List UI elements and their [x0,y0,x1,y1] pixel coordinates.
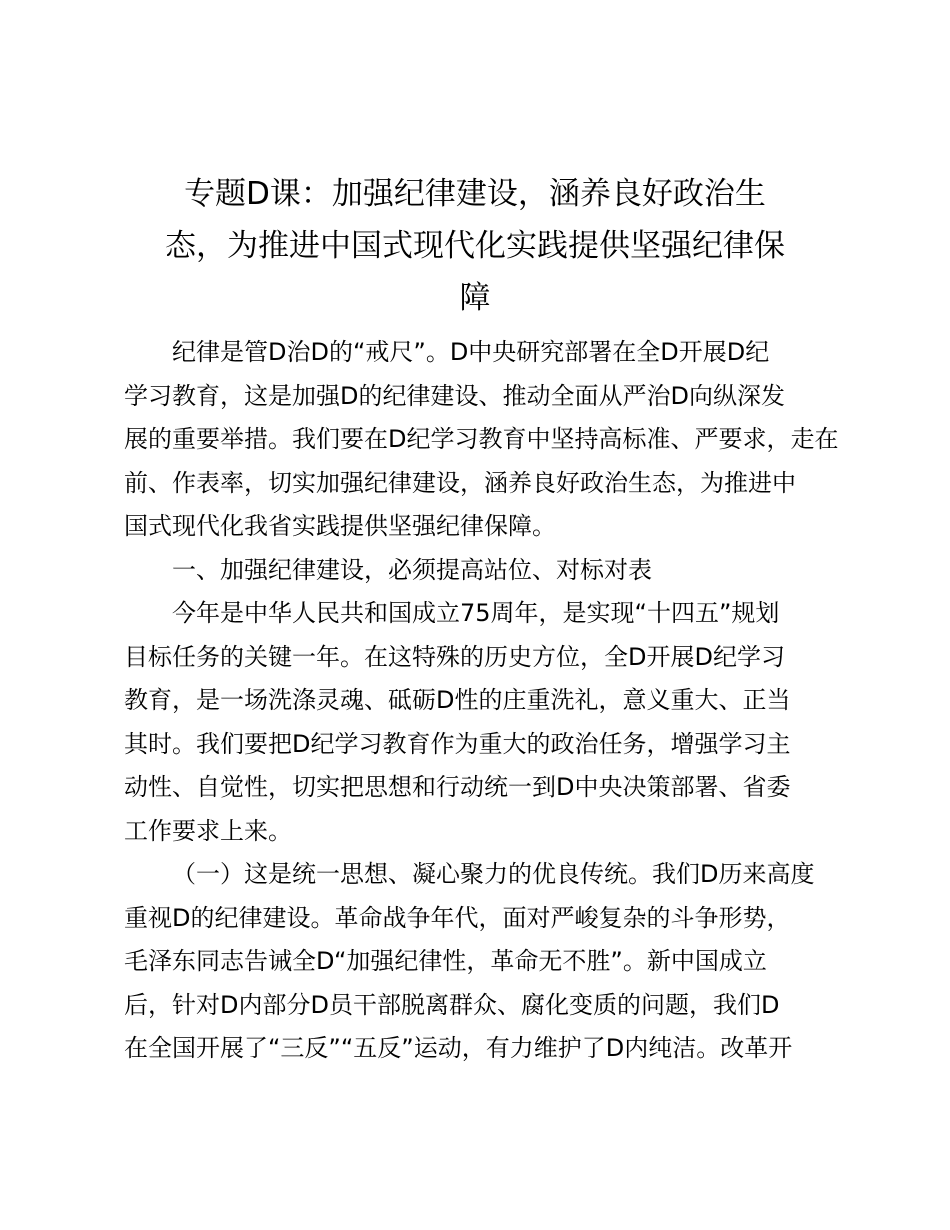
title-line: 态，为推进中国式现代化实践提供坚强纪律保 [165,228,785,264]
document-title [125,168,825,324]
body-line: 展的重要举措。我们要在D纪学习教育中坚持高标准、严要求，走在 [124,425,839,453]
body-line: 毛泽东同志告诫全D“加强纪律性，革命无不胜”。新中国成立 [124,947,767,975]
body-line: 目标任务的关键一年。在这特殊的历史方位，全D开展D纪学习 [124,642,785,671]
body-line: 其时。我们要把D纪学习教育作为重大的政治任务，增强学习主 [124,729,791,758]
body-line: 学习教育，这是加强D的纪律建设、推动全面从严治D向纵深发 [124,381,785,410]
subsection-heading: （一）这是统一思想、凝心聚力的优良传统。我们D历来高度 [172,860,815,888]
body-line: 今年是中华人民共和国成立75周年，是实现“十四五”规划 [172,599,780,627]
document-body [124,331,839,1071]
body-line: 后，针对D内部分D员干部脱离群众、腐化变质的问题，我们D [124,990,780,1019]
body-line: 工作要求上来。 [124,816,292,845]
body-line: 前、作表率，切实加强纪律建设，涵养良好政治生态，为推进中 [124,468,796,497]
body-line: 国式现代化我省实践提供坚强纪律保障。 [124,512,556,540]
body-line: 在全国开展了“三反”“五反”运动，有力维护了D内纯洁。改革开 [124,1034,793,1062]
body-line: 重视D的纪律建设。革命战争年代，面对严峻复杂的斗争形势， [124,903,791,932]
title-line: 障 [459,280,491,316]
title-line: 专题D课：加强纪律建设，涵养良好政治生 [184,176,766,212]
body-line: 纪律是管D治D的“戒尺”。D中央研究部署在全D开展D纪 [172,338,770,366]
section-heading: 一、加强纪律建设，必须提高站位、对标对表 [172,555,652,584]
body-line: 教育，是一场洗涤灵魂、砥砺D性的庄重洗礼，意义重大、正当 [124,686,791,714]
body-line: 动性、自觉性，切实把思想和行动统一到D中央决策部署、省委 [124,773,791,801]
